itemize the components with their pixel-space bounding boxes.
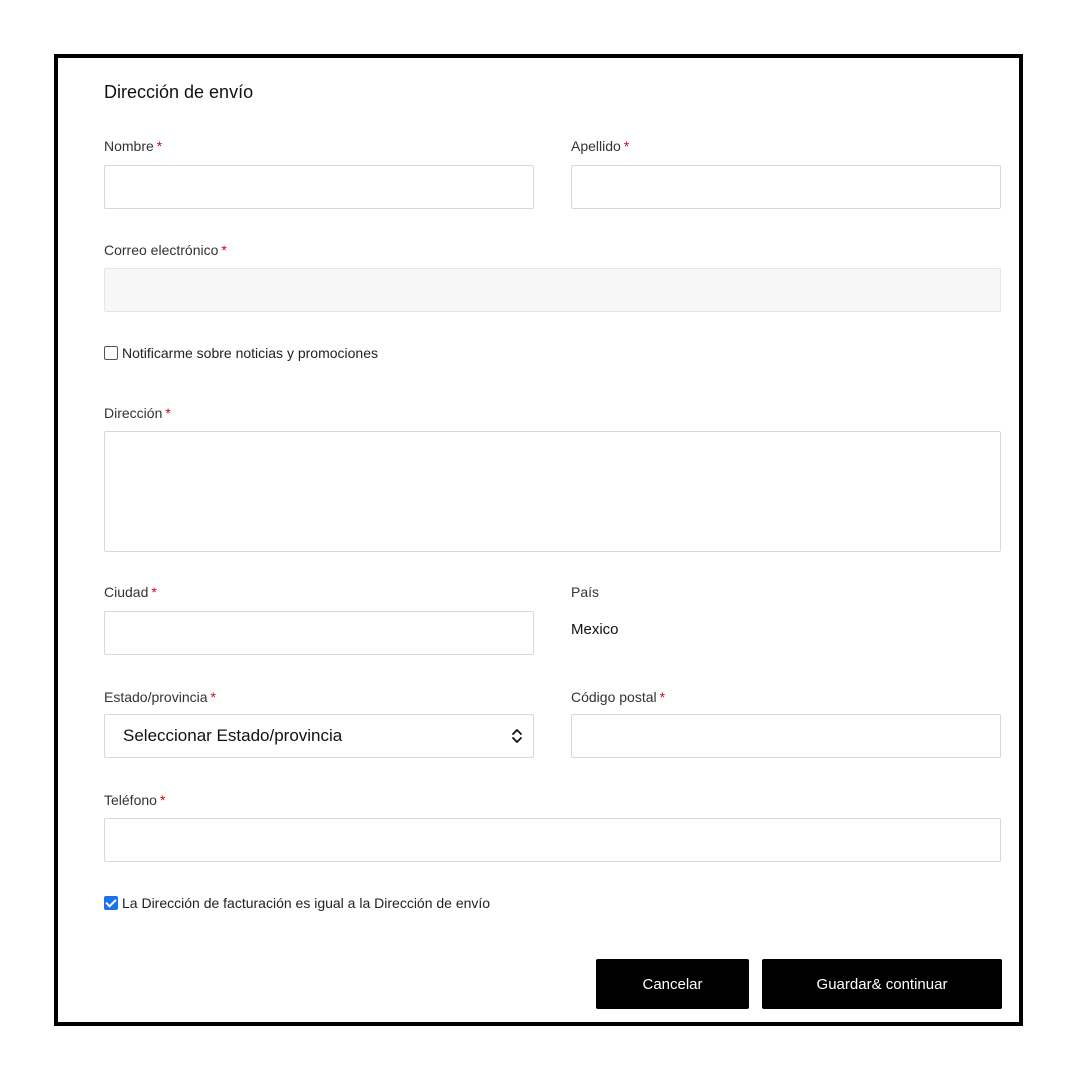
chevron-up-down-icon	[511, 727, 523, 745]
city-label-text: Ciudad	[104, 584, 149, 600]
required-mark: *	[156, 138, 163, 154]
state-select-value: Seleccionar Estado/provincia	[123, 726, 343, 745]
email-label	[104, 242, 227, 258]
city-input[interactable]	[104, 611, 534, 655]
address-label-text: Dirección	[104, 405, 163, 421]
last-name-label	[571, 138, 629, 154]
country-value: Mexico	[571, 621, 619, 638]
state-label	[104, 689, 216, 705]
postal-code-label-text: Código postal	[571, 689, 657, 705]
newsletter-label: Notificarme sobre noticias y promociones	[122, 345, 378, 361]
required-mark: *	[165, 405, 171, 421]
save-continue-button[interactable]: Guardar& continuar	[762, 959, 1002, 1009]
required-mark: *	[623, 138, 630, 154]
newsletter-checkbox[interactable]	[104, 346, 118, 360]
phone-label-text: Teléfono	[104, 792, 157, 808]
first-name-input[interactable]	[104, 165, 534, 209]
last-name-label-text: Apellido	[571, 138, 621, 154]
email-label-text: Correo electrónico	[104, 242, 219, 258]
phone-input[interactable]	[104, 818, 1001, 862]
newsletter-checkbox-row[interactable]	[104, 345, 378, 361]
city-label	[104, 584, 157, 600]
required-mark: *	[210, 689, 216, 705]
country-label	[571, 584, 599, 600]
required-mark: *	[221, 242, 227, 258]
address-textarea[interactable]	[104, 431, 1001, 552]
email-input[interactable]	[104, 268, 1001, 312]
last-name-input[interactable]	[571, 165, 1001, 209]
first-name-label-text: Nombre	[104, 138, 154, 154]
state-select[interactable]	[104, 714, 534, 758]
state-label-text: Estado/provincia	[104, 689, 208, 705]
required-mark: *	[159, 792, 166, 808]
address-label	[104, 405, 171, 421]
billing-same-label: La Dirección de facturación es igual a la Dirección de envío	[122, 895, 491, 911]
cancel-button[interactable]: Cancelar	[596, 959, 749, 1009]
billing-same-checkbox[interactable]	[104, 896, 118, 910]
first-name-label	[104, 138, 162, 154]
form-title: Dirección de envío	[104, 82, 254, 102]
phone-label	[104, 792, 165, 808]
required-mark: *	[151, 584, 157, 600]
required-mark: *	[659, 689, 666, 705]
country-label-text: País	[571, 584, 600, 600]
postal-code-label	[571, 689, 665, 705]
billing-same-checkbox-row[interactable]	[104, 895, 490, 911]
postal-code-input[interactable]	[571, 714, 1001, 758]
